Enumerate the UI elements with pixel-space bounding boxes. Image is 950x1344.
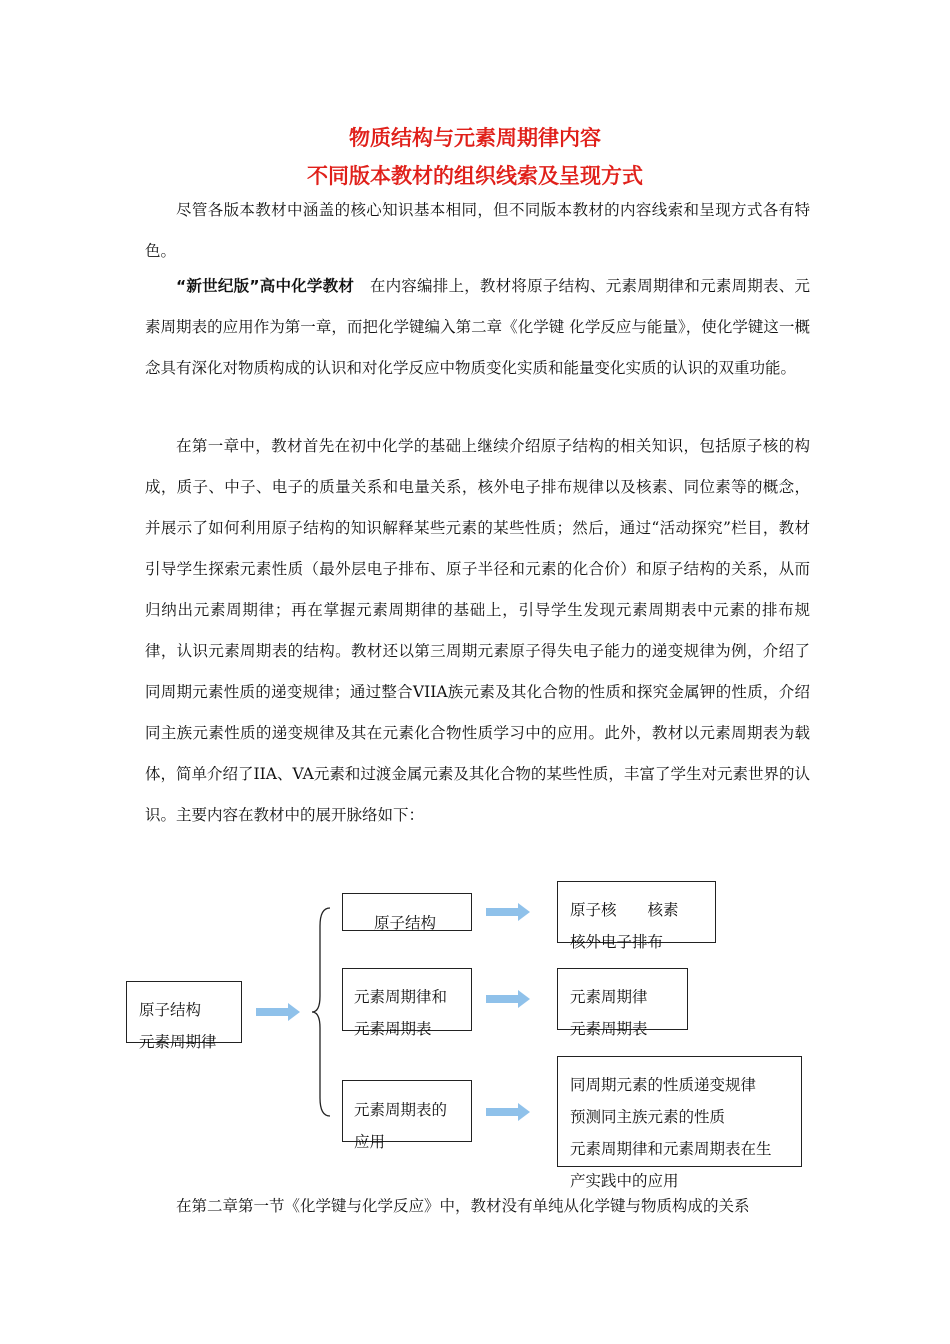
diagram-detail-2-line-2: 元素周期表 <box>570 1020 648 1038</box>
paragraph-new-century-body: 在内容编排上，教材将原子结构、元素周期律和元素周期表、元素周期表的应用作为第一章，而把化学键编入第二章《化学键 化学反应与能量》，使化学键这一概念具有深化对物质构成的认识和对化学反应中物质变化实质和能量变化实质的认识的双重功能。 <box>145 277 810 377</box>
diagram-detail-1-line-1: 原子核 核素 <box>570 901 679 919</box>
diagram-detail-3-line-4: 产实践中的应用 <box>570 1172 679 1190</box>
arrow-branch-3 <box>486 1103 530 1121</box>
diagram-detail-3-line-2: 预测同主族元素的性质 <box>570 1108 726 1126</box>
paragraph-new-century-heading: “新世纪版”高中化学教材 <box>176 277 355 295</box>
paragraph-chapter-two: 在第二章第一节《化学键与化学反应》中，教材没有单纯从化学键与物质构成的关系 <box>176 1197 750 1215</box>
arrow-branch-1 <box>486 903 530 921</box>
diagram-detail-3-line-1: 同周期元素的性质递变规律 <box>570 1076 757 1094</box>
diagram-root-line-2: 元素周期律 <box>139 1033 217 1051</box>
diagram-branch-3-line-1: 元素周期表的 <box>354 1101 448 1119</box>
arrow-root-to-branches <box>256 1003 300 1021</box>
diagram-branch-3-line-2: 应用 <box>354 1133 386 1151</box>
diagram-branch-1-label: 原子结构 <box>374 914 437 932</box>
diagram-detail-3-line-3: 元素周期律和元素周期表在生 <box>570 1140 772 1158</box>
paragraph-intro: 尽管各版本教材中涵盖的核心知识基本相同，但不同版本教材的内容线索和呈现方式各有特色。 <box>145 201 810 260</box>
paragraph-chapter-one: 在第一章中，教材首先在初中化学的基础上继续介绍原子结构的相关知识，包括原子核的构成，质子、中子、电子的质量关系和电量关系，核外电子排布规律以及核素、同位素等的概念，并展示了如何利用原子结构的知识解释某些元素的某些性质；然后，通过“活动探究”栏目，教材引导学生探索元素性质（最外层电子排布、原子半径和元素的化合价）和原子结构的关系，从而归纳出元素周期律；再在掌握元素周期律的基础上，引导学生发现元素周期表中元素的排布规律，认识元素周期表的结构。教材还以第三周期元素原子得失电子能力的递变规律为例，介绍了同周期元素性质的递变规律；通过整合VIIA族元素及其化合物的性质和探究金属钾的性质，介绍同主族元素性质的递变规律及其在元素化合物性质学习中的应用。此外，教材以元素周期表为载体，简单介绍了IIA、VA元素和过渡金属元素及其化合物的某些性质，丰富了学生对元素世界的认识。主要内容在教材中的展开脉络如下： <box>145 437 810 824</box>
title-line-2: 不同版本教材的组织线索及呈现方式 <box>307 164 643 188</box>
brace-connector <box>312 908 330 1116</box>
title-line-1: 物质结构与元素周期律内容 <box>349 126 601 150</box>
diagram-detail-2-line-1: 元素周期律 <box>570 988 648 1006</box>
diagram-branch-2-line-1: 元素周期律和 <box>354 988 448 1006</box>
arrow-branch-2 <box>486 990 530 1008</box>
diagram-detail-1-line-2: 核外电子排布 <box>570 933 664 951</box>
diagram-root-line-1: 原子结构 <box>139 1001 202 1019</box>
diagram-branch-2-line-2: 元素周期表 <box>354 1020 432 1038</box>
